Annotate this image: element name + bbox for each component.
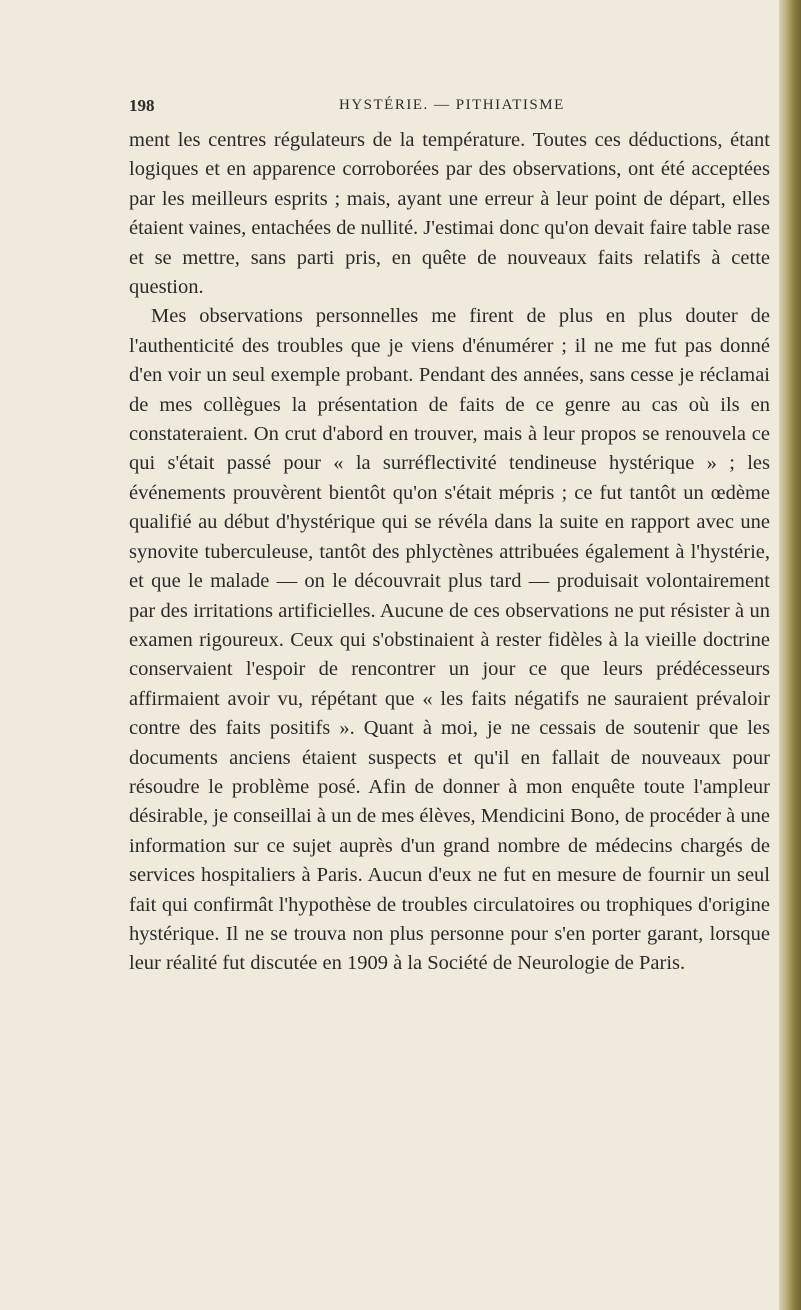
page-edge-shadow <box>779 0 801 1310</box>
body-text <box>129 126 770 979</box>
paragraph: ment les centres régulateurs de la température. Toutes ces déductions, étant logiques et en apparence corroborées par des observations, ont été acceptées par les meilleurs esprits ; mais, ayant une erreur à leur point de départ, elles étaient vaines, entachées de nullité. J'estimai donc qu'on devait faire table rase et se mettre, sans parti pris, en quête de nouveaux faits relatifs à cette question. <box>129 129 770 299</box>
paragraph: Mes observations personnelles me firent de plus en plus douter de l'authenticité des troubles que je viens d'énumérer ; il ne me fut pas donné d'en voir un seul exemple probant. Pendant des années, sans cesse je réclamai de mes collègues la présentation de faits de ce genre au cas où ils en constateraient. On crut d'abord en trouver, mais à leur propos se renouvela ce qui s'était passé pour « la surréflectivité tendineuse hystérique » ; les événements prouvèrent bientôt qu'on s'était mépris ; ce fut tantôt un œdème qualifié au début d'hystérique qui se révéla dans la suite en rapport avec une synovite tuberculeuse, tantôt des phlyctènes attribuées également à l'hystérie, et que le malade — on le découvrait plus tard — produisait volontairement par des irritations artificielles. Aucune de ces observations ne put résister à un examen rigoureux. Ceux qui s'obstinaient à rester fidèles à la vieille doctrine conservaient l'espoir de rencontrer un jour ce que leurs prédécesseurs affirmaient avoir vu, répétant que « les faits négatifs ne sauraient prévaloir contre des faits positifs ». Quant à moi, je ne cessais de soutenir que les documents anciens étaient suspects et qu'il en fallait de nouveaux pour résoudre le problème posé. Afin de donner à mon enquête toute l'ampleur désirable, je conseillai à un de mes élèves, Mendicini Bono, de procéder à une information sur ce sujet auprès d'un grand nombre de médecins chargés de services hospitaliers à Paris. Aucun d'eux ne fut en mesure de fournir un seul fait qui confirmât l'hypothèse de troubles circulatoires ou trophiques d'origine hystérique. Il ne se trouva non plus personne pour s'en porter garant, lorsque leur réalité fut discutée en 1909 à la Société de Neurologie de Paris. <box>129 305 770 975</box>
page-number: 198 <box>129 96 155 115</box>
page-header <box>129 96 769 120</box>
running-head: HYSTÉRIE. — PITHIATISME <box>339 97 565 113</box>
